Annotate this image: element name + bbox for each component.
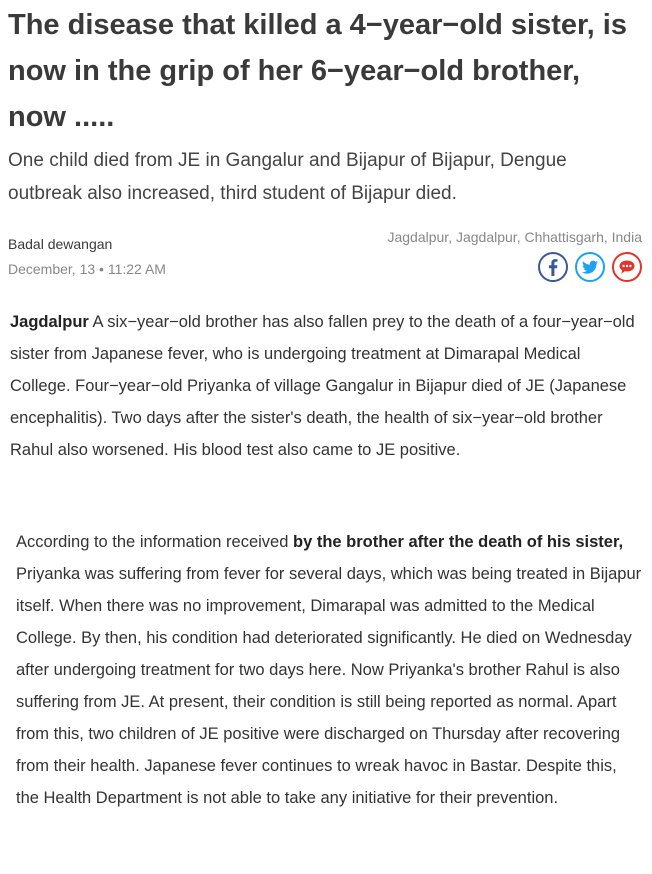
- paragraph-text: A six−year−old brother has also fallen prey to the death of a four−year−old sister from Japanese fever, who is undergoing treatment at Dimarapal Medical College. Four−year−old Priyanka of village Gangalur in Bijapur died of JE (Japanese encephalitis). Two days after the sister's death, the health of six−year−old brother Rahul also worsened. His blood test also came to JE positive.: [10, 313, 635, 459]
- comment-button[interactable]: [612, 252, 642, 282]
- article-headline: The disease that killed a 4−year−old sister, is now in the grip of her 6−year−old brother, now .....: [8, 9, 627, 133]
- emphasis-text: by the brother after the death of his sister,: [292, 533, 624, 551]
- paragraph-text: Priyanka was suffering from fever for several days, which was being treated in Bijapur itself. When there was no improvement, Dimarapal was admitted to the Medical College. By then, his condition had deteriorated significantly. He died on Wednesday after undergoing treatment for two days here. Now Priyanka's brother Rahul is also suffering from JE. At present, their condition is still being reported as normal. Apart from this, two children of JE positive were discharged on Thursday after recovering from their health. Japanese fever continues to wreak havoc in Bastar. Despite this, the Health Department is not able to take any initiative for their prevention.: [16, 565, 642, 807]
- article-summary: One child died from JE in Gangalur and Bijapur of Bijapur, Dengue outbreak also increased, third student of Bijapur died.: [8, 150, 567, 204]
- share-bar: [538, 252, 642, 282]
- twitter-share-button[interactable]: [575, 252, 605, 282]
- comment-icon: [612, 252, 642, 282]
- article-location: Jagdalpur, Jagdalpur, Chhattisgarh, India: [387, 229, 642, 245]
- article-paragraph: [10, 526, 644, 814]
- facebook-share-button[interactable]: [538, 252, 568, 282]
- facebook-icon: [538, 252, 568, 282]
- article-paragraph: [10, 306, 644, 466]
- paragraph-intro: According to the information received: [16, 533, 293, 551]
- author-name[interactable]: Badal dewangan: [8, 236, 113, 252]
- twitter-icon: [575, 252, 605, 282]
- article-body: [10, 306, 644, 814]
- dateline: Jagdalpur: [10, 313, 89, 331]
- publish-date: December, 13 • 11:22 AM: [8, 261, 166, 277]
